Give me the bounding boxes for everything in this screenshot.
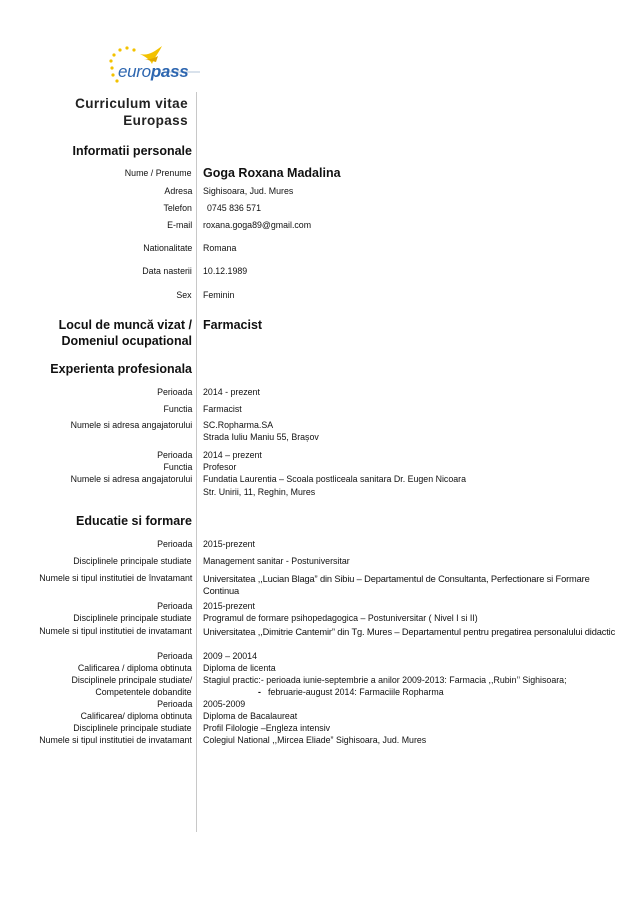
full-name: Goga Roxana Madalina: [203, 166, 341, 180]
europass-wordmark: europass: [118, 62, 189, 81]
sex-value: Feminin: [203, 290, 235, 301]
exp1-employer-address: Strada Iuliu Maniu 55, Brașov: [203, 432, 319, 443]
cv-title: Curriculum vitae: [75, 96, 188, 111]
phone-value: 0745 836 571: [207, 203, 261, 214]
nationality-label: Nationalitate: [142, 243, 192, 254]
exp1-employer: SC.Ropharma.SA: [203, 420, 274, 431]
edu2-subjects-label: Disciplinele principale studiate: [73, 613, 192, 624]
edu3-competences-1: Stagiul practic:- perioada iunie-septembrie a anilor 2009-2013: Farmacia ,,Rubin’’ Sighisoara;: [203, 675, 567, 686]
email-label: E-mail: [166, 220, 192, 231]
phone-label: Telefon: [163, 203, 192, 214]
exp2-role-label: Functia: [163, 462, 192, 473]
edu4-subjects: Profil Filologie –Engleza intensiv: [203, 723, 331, 734]
exp2-employer-address: Str. Unirii, 11, Reghin, Mures: [203, 487, 316, 498]
address-value: Sighisoara, Jud. Mures: [203, 186, 294, 197]
edu2-institution: Universitatea ,,Dimitrie Cantemir” din Tg. Mures – Departamentul pentru pregatirea personalului didactic: [203, 627, 616, 637]
edu4-qualification: Diploma de Bacalaureat: [203, 711, 298, 722]
edu1-period: 2015-prezent: [203, 539, 256, 550]
edu3-competences-label-1: Disciplinele principale studiate/: [71, 675, 192, 686]
exp2-employer: Fundatia Laurentia – Scoala postliceala sanitara Dr. Eugen Nicoara: [203, 474, 466, 485]
email-value: roxana.goga89@gmail.com: [203, 220, 312, 231]
birthdate-value: 10.12.1989: [203, 266, 248, 277]
exp2-period: 2014 – prezent: [203, 450, 262, 461]
edu4-institution: Colegiul National ,,Mircea Eliade” Sighisoara, Jud. Mures: [203, 735, 427, 746]
section-education: Educatie si formare: [75, 514, 192, 528]
name-label: Nume / Prenume: [125, 168, 192, 179]
edu2-subjects: Programul de formare psihopedagogica – Postuniversitar ( Nivel I si II): [203, 613, 478, 624]
edu3-qualification-label: Calificarea / diploma obtinuta: [78, 663, 192, 674]
section-personal-info: Informatii personale: [72, 144, 192, 158]
target-job-label-2: Domeniul ocupational: [61, 334, 192, 348]
exp2-role: Profesor: [203, 462, 237, 473]
edu4-subjects-label: Disciplinele principale studiate: [73, 723, 192, 734]
edu2-period-label: Perioada: [156, 601, 192, 612]
edu4-period-label: Perioada: [156, 699, 192, 710]
edu3-competences-label-2: Competentele dobandite: [95, 687, 192, 698]
edu2-institution-label: Numele si tipul institutiei de invatamant: [39, 626, 192, 637]
exp1-employer-label: Numele si adresa angajatorului: [70, 420, 192, 431]
cv-title-europass: Europass: [123, 113, 188, 128]
exp2-employer-label: Numele si adresa angajatorului: [70, 474, 192, 485]
edu1-institution-label: Numele si tipul institutiei de învatamant: [38, 573, 192, 584]
exp2-period-label: Perioada: [156, 450, 192, 461]
edu3-period: 2009 – 20014: [203, 651, 257, 662]
edu3-qualification: Diploma de licenta: [203, 663, 276, 674]
exp1-period: 2014 - prezent: [203, 387, 260, 398]
edu3-period-label: Perioada: [156, 651, 192, 662]
birthdate-label: Data nasterii: [142, 266, 192, 277]
exp1-role: Farmacist: [203, 404, 242, 415]
edu3-competences-dash: -: [258, 687, 261, 698]
edu1-subjects-label: Disciplinele principale studiate: [73, 556, 192, 567]
edu3-competences-2: februarie-august 2014: Farmaciile Ropharma: [268, 687, 444, 698]
edu4-period: 2005-2009: [203, 699, 246, 710]
sex-label: Sex: [176, 290, 192, 301]
europass-logo: [104, 44, 204, 90]
target-job-label-1: Locul de muncă vizat /: [58, 318, 192, 332]
edu4-qualification-label: Calificarea/ diploma obtinuta: [80, 711, 192, 722]
edu4-institution-label: Numele si tipul institutiei de invatamant: [39, 735, 192, 746]
edu1-period-label: Perioada: [156, 539, 192, 550]
target-job-value: Farmacist: [203, 318, 263, 332]
section-experience: Experienta profesionala: [50, 362, 192, 376]
exp1-role-label: Functia: [163, 404, 192, 415]
exp1-period-label: Perioada: [156, 387, 192, 398]
address-label: Adresa: [164, 186, 192, 197]
edu1-subjects: Management sanitar - Postuniversitar: [203, 556, 350, 567]
nationality-value: Romana: [203, 243, 237, 254]
edu1-institution: Universitatea ,,Lucian Blaga” din Sibiu – Departamentul de Consultanta, Perfectionare si Formare Continua: [203, 574, 590, 596]
column-divider: [196, 92, 197, 832]
edu2-period: 2015-prezent: [203, 601, 256, 612]
